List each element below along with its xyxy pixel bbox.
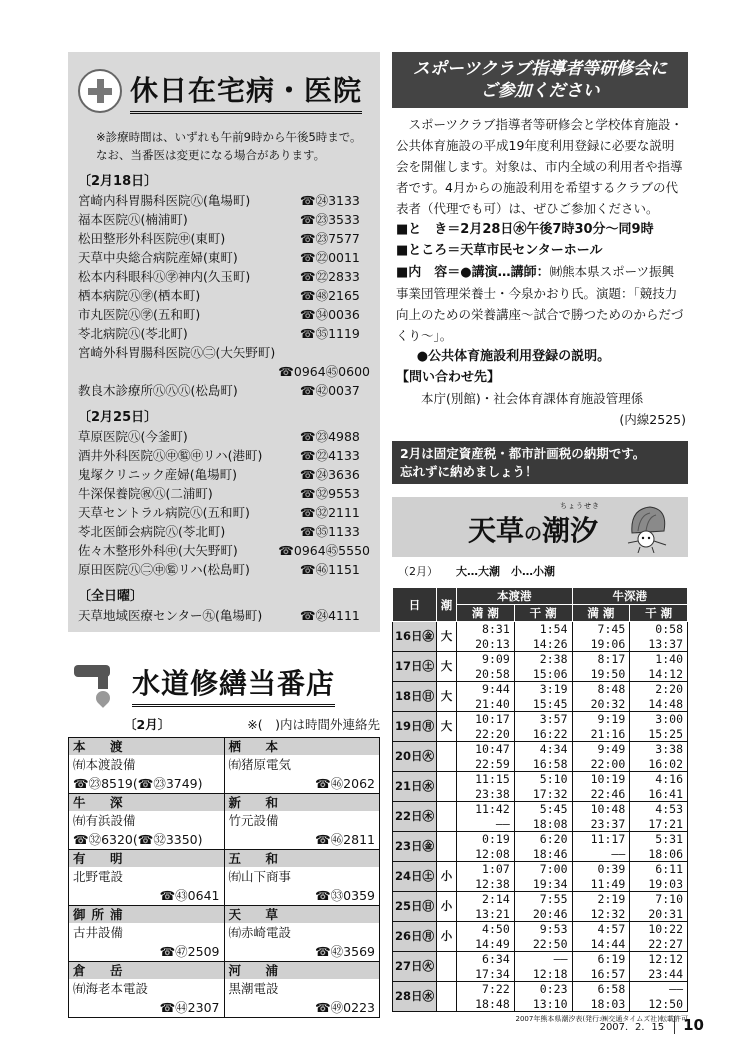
clinic-row — [78, 560, 370, 579]
tide-time: 14:26 — [514, 637, 572, 652]
tide-time: 0:19 — [457, 832, 515, 847]
tide-time: 13:21 — [457, 907, 515, 922]
clinic-phone: ☎㉜2111 — [300, 505, 360, 520]
tide-time: 17:32 — [514, 787, 572, 802]
business-cell — [69, 811, 225, 850]
holiday-clinics-panel — [68, 52, 380, 632]
tide-row — [393, 832, 688, 847]
tide-day: 23日㊎ — [393, 832, 437, 862]
clinic-row — [78, 286, 370, 305]
tide-size — [437, 802, 457, 832]
tide-time: 10:22 — [630, 922, 688, 937]
tide-time: 18:03 — [572, 997, 630, 1012]
tide-size — [437, 982, 457, 1012]
tide-title: 天草の潮汐 — [468, 514, 599, 547]
tide-time: 5:10 — [514, 772, 572, 787]
clinic-name: 教良木診療所㊇㊇㊇(松島町) — [78, 383, 238, 398]
clinic-row — [78, 606, 370, 625]
tide-time: 19:34 — [514, 877, 572, 892]
clinic-phone: ☎㉔3133 — [300, 193, 360, 208]
clinic-phone: ☎㉒2833 — [300, 269, 360, 284]
water-header — [68, 657, 380, 707]
sports-content-2: ●公共体育施設利用登録の説明。 — [416, 349, 611, 364]
area-name: 新 和 — [224, 794, 380, 812]
business-phone: ☎㉝0359 — [315, 888, 375, 903]
tide-time: 4:34 — [514, 742, 572, 757]
tide-time: 11:15 — [457, 772, 515, 787]
clinic-name: 天草地域医療センター㊈(亀場町) — [78, 608, 263, 623]
water-month: 〔2月〕 — [124, 717, 171, 732]
business-name: 黒潮電設 — [228, 981, 279, 996]
tide-col-day: 日 — [393, 588, 437, 622]
tide-time: 1:40 — [630, 652, 688, 667]
tide-row — [393, 952, 688, 967]
clinics-title: 休日在宅病・医院 — [130, 69, 362, 114]
area-row — [69, 850, 380, 868]
tide-time: 19:06 — [572, 637, 630, 652]
tide-time: 18:08 — [514, 817, 572, 832]
tide-time: 22:20 — [457, 727, 515, 742]
tide-time: 22:50 — [514, 937, 572, 952]
tide-size — [437, 832, 457, 862]
tide-row — [393, 922, 688, 937]
tide-time: 14:12 — [630, 667, 688, 682]
tide-time: —— — [572, 847, 630, 862]
tide-time: 3:00 — [630, 712, 688, 727]
tide-time: 17:34 — [457, 967, 515, 982]
tide-size: 大 — [437, 682, 457, 712]
tide-size: 大 — [437, 652, 457, 682]
business-name: ㈲本渡設備 — [73, 757, 136, 772]
tide-day: 17日㊏ — [393, 652, 437, 682]
clinic-sections — [78, 170, 370, 625]
area-name: 有 明 — [69, 850, 225, 868]
area-row — [69, 738, 380, 756]
tide-day: 27日㊋ — [393, 952, 437, 982]
business-name: 竹元設備 — [228, 813, 279, 828]
tide-row — [393, 772, 688, 787]
clinic-row — [78, 324, 370, 343]
tide-row — [393, 742, 688, 757]
tide-time: 20:46 — [514, 907, 572, 922]
tide-size — [437, 772, 457, 802]
tide-time: 9:49 — [572, 742, 630, 757]
tide-time: 2:38 — [514, 652, 572, 667]
business-cell — [224, 923, 380, 962]
tide-day: 22日㊍ — [393, 802, 437, 832]
water-repair-panel — [68, 657, 380, 1015]
clinic-row — [78, 503, 370, 522]
clinic-row — [78, 427, 370, 446]
business-name: 古井設備 — [73, 925, 124, 940]
tide-ruby: ちょうせき — [560, 502, 600, 510]
clinic-row — [78, 191, 370, 210]
clinic-row — [78, 446, 370, 465]
clinic-phone: ☎㉓4988 — [300, 429, 360, 444]
business-phone: ☎㊾0223 — [315, 1000, 375, 1015]
clinic-phone: ☎㊷0037 — [300, 383, 360, 398]
water-repair-table — [68, 737, 380, 1018]
clinic-name: 佐々木整形外科㊥(大矢野町) — [78, 543, 238, 558]
clinic-phone: ☎㉔3636 — [300, 467, 360, 482]
tide-time: 6:20 — [514, 832, 572, 847]
clinic-phone: ☎㉒4133 — [300, 448, 360, 463]
page-footer — [600, 1016, 704, 1034]
tide-time: 7:00 — [514, 862, 572, 877]
business-cell — [69, 867, 225, 906]
tide-time: 22:59 — [457, 757, 515, 772]
business-name: ㈲猪原電気 — [228, 757, 292, 772]
clinic-name: 市丸医院㊇㊫(五和町) — [78, 307, 201, 322]
business-cell — [69, 979, 225, 1018]
clinic-name: 草原医院㊇(今釜町) — [78, 429, 188, 444]
tide-time: 22:27 — [630, 937, 688, 952]
business-phone: ☎㊼2509 — [159, 944, 220, 959]
tide-time: 23:38 — [457, 787, 515, 802]
tide-time: 13:37 — [630, 637, 688, 652]
clinic-name: 天草中央総合病院産婦(東町) — [78, 250, 238, 265]
tide-time: 1:07 — [457, 862, 515, 877]
tide-time: 7:10 — [630, 892, 688, 907]
clinics-note: ※診療時間は、いずれも午前9時から午後5時まで。 なお、当番医は変更になる場合があります。 — [96, 130, 362, 162]
business-name: ㈲有浜設備 — [73, 813, 136, 828]
sports-club-notice — [392, 52, 688, 427]
tide-time: 9:19 — [572, 712, 630, 727]
clinic-name: 原田医院㊇㊁㊥㊬リハ(松島町) — [78, 562, 250, 577]
tide-row — [393, 892, 688, 907]
clinic-phone: ☎㉜9553 — [300, 486, 360, 501]
tide-time: 5:31 — [630, 832, 688, 847]
tide-time: 12:50 — [630, 997, 688, 1012]
business-phone: ☎㉓8519(☎㉓3749) — [73, 776, 203, 791]
business-row — [69, 755, 380, 794]
tide-time: 9:53 — [514, 922, 572, 937]
tide-row — [393, 682, 688, 697]
business-row — [69, 811, 380, 850]
tide-time: 12:08 — [457, 847, 515, 862]
business-cell — [224, 979, 380, 1018]
tide-time: 6:11 — [630, 862, 688, 877]
tide-time: 11:17 — [572, 832, 630, 847]
tide-day: 19日㊊ — [393, 712, 437, 742]
tide-time: 0:23 — [514, 982, 572, 997]
tide-time: 19:50 — [572, 667, 630, 682]
clinic-name: 天草セントラル病院㊇(五和町) — [78, 505, 250, 520]
clinic-phone: ☎㉓3533 — [300, 212, 360, 227]
tide-time: 12:12 — [630, 952, 688, 967]
issue-date: 2007．2．15 — [599, 1021, 665, 1033]
tide-time: 3:38 — [630, 742, 688, 757]
clinic-row — [78, 305, 370, 324]
tide-time: 18:46 — [514, 847, 572, 862]
tide-row — [393, 652, 688, 667]
tide-time: 6:34 — [457, 952, 515, 967]
sports-intro: スポーツクラブ指導者等研修会と学校体育施設・公共体育施設の平成19年度利用登録に必要な説明会を開催します。対象は、市内全域の利用者や指導者です。4月からの施設利用を希望するクラブの代表者（代理でも可）は、ぜひご参加ください。 — [396, 117, 683, 216]
tide-time: 8:17 — [572, 652, 630, 667]
tide-time: 15:06 — [514, 667, 572, 682]
clinic-name: 松本内科眼科㊇㊫神内(久玉町) — [78, 269, 251, 284]
clinic-phone: ☎0964㊺5550 — [278, 543, 370, 558]
tide-time: 16:58 — [514, 757, 572, 772]
tide-size — [437, 742, 457, 772]
clinic-phone: ☎0964㊺0600 — [278, 364, 370, 379]
clinic-phone: ☎㉒0011 — [300, 250, 360, 265]
clinic-phone: ☎㉔4111 — [300, 608, 360, 623]
tide-time: 19:03 — [630, 877, 688, 892]
tide-time: 20:58 — [457, 667, 515, 682]
clinic-name: 福本医院㊇(楠浦町) — [78, 212, 188, 227]
tide-time: 18:48 — [457, 997, 515, 1012]
tide-time: 23:37 — [572, 817, 630, 832]
tide-day: 18日㊐ — [393, 682, 437, 712]
tide-time: 16:22 — [514, 727, 572, 742]
medical-cross-icon — [78, 69, 122, 113]
tide-row — [393, 862, 688, 877]
tide-port-hondo: 本渡港 — [457, 588, 573, 605]
business-name: ㈲赤崎電設 — [228, 925, 292, 940]
sports-content: ■内 容＝●講演…講師：㈶熊本県スポーツ振興事業団管理栄養士・今泉かおり氏。演題：「競技力向上のための栄養講座〜試合で勝つためのからだづくり〜」。 — [396, 264, 684, 343]
clinic-name: 松田整形外科医院㊥(東町) — [78, 231, 226, 246]
tide-time: 15:25 — [630, 727, 688, 742]
tide-time: 4:53 — [630, 802, 688, 817]
tax-notice: 2月は固定資産税・都市計画税の納期です。 忘れずに納めましょう！ — [392, 441, 688, 484]
tide-legend: （2月） 大…大潮 小…小潮 — [398, 565, 555, 578]
tide-time: 13:10 — [514, 997, 572, 1012]
tide-time: —— — [630, 982, 688, 997]
business-phone: ☎㊻2062 — [315, 776, 375, 791]
clinic-phone: ☎㊻1151 — [300, 562, 360, 577]
clinic-name: 栖本病院㊇㊫(栖本町) — [78, 288, 201, 303]
tide-time: 3:19 — [514, 682, 572, 697]
tide-time: 22:46 — [572, 787, 630, 802]
tide-day: 21日㊌ — [393, 772, 437, 802]
tide-time: 5:45 — [514, 802, 572, 817]
business-row — [69, 867, 380, 906]
area-name: 河 浦 — [224, 962, 380, 980]
area-name: 五 和 — [224, 850, 380, 868]
tide-day: 25日㊐ — [393, 892, 437, 922]
tide-time: 4:50 — [457, 922, 515, 937]
business-name: ㈲山下商事 — [228, 869, 292, 884]
tide-time: 8:48 — [572, 682, 630, 697]
tide-header — [392, 497, 688, 557]
business-row — [69, 979, 380, 1018]
tide-time: 21:40 — [457, 697, 515, 712]
clinic-name: 鬼塚クリニック産婦(亀場町) — [78, 467, 238, 482]
sports-body — [392, 108, 688, 430]
tide-time: 11:42 — [457, 802, 515, 817]
clinic-row — [78, 381, 370, 400]
tide-time: 12:38 — [457, 877, 515, 892]
water-note: ※( )内は時間外連絡先 — [247, 717, 380, 732]
tide-time: 6:58 — [572, 982, 630, 997]
area-name: 牛 深 — [69, 794, 225, 812]
tide-time: 6:19 — [572, 952, 630, 967]
area-name: 栖 本 — [224, 738, 380, 756]
tide-time: 14:49 — [457, 937, 515, 952]
tide-day: 20日㊋ — [393, 742, 437, 772]
tide-size: 小 — [437, 922, 457, 952]
business-cell — [69, 923, 225, 962]
tide-row — [393, 712, 688, 727]
tide-high-header: 満 潮 — [572, 605, 630, 622]
tide-size: 小 — [437, 892, 457, 922]
tide-size: 大 — [437, 712, 457, 742]
clinic-phone: ☎㉞0036 — [300, 307, 360, 322]
tide-credit: 2007年熊本県潮汐表(発行:㈱交通タイムズ社)転載許可 — [515, 1015, 688, 1023]
tide-time: —— — [457, 817, 515, 832]
page-number: 10 — [674, 1016, 704, 1034]
clinic-phone: ☎㊽2165 — [300, 288, 360, 303]
clinic-phone: ☎㉓7577 — [300, 231, 360, 246]
area-name: 倉 岳 — [69, 962, 225, 980]
tide-time: 20:13 — [457, 637, 515, 652]
area-name: 御所浦 — [69, 906, 225, 924]
business-row — [69, 923, 380, 962]
business-cell — [224, 867, 380, 906]
tide-time: 7:22 — [457, 982, 515, 997]
clinic-phone: ☎㉟1133 — [300, 524, 360, 539]
tide-time: 10:47 — [457, 742, 515, 757]
tide-time: 2:19 — [572, 892, 630, 907]
clinic-row — [78, 522, 370, 541]
business-cell — [224, 811, 380, 850]
clinic-row — [78, 343, 370, 381]
business-phone: ☎㊷3569 — [315, 944, 375, 959]
clinic-row — [78, 484, 370, 503]
tide-time: 0:58 — [630, 622, 688, 637]
tide-time: 21:16 — [572, 727, 630, 742]
clinic-row — [78, 229, 370, 248]
area-name: 本 渡 — [69, 738, 225, 756]
area-row — [69, 962, 380, 980]
tide-time: 2:14 — [457, 892, 515, 907]
tide-time: 9:44 — [457, 682, 515, 697]
tide-time: 16:57 — [572, 967, 630, 982]
tide-port-ushibuka: 牛深港 — [572, 588, 688, 605]
business-cell — [69, 755, 225, 794]
shellfish-mascot-icon — [624, 503, 670, 553]
business-phone: ☎㊸0641 — [159, 888, 220, 903]
area-row — [69, 906, 380, 924]
tide-row — [393, 982, 688, 997]
tide-time: 10:17 — [457, 712, 515, 727]
tide-panel — [392, 497, 688, 1023]
tide-row — [393, 802, 688, 817]
tide-time: 20:32 — [572, 697, 630, 712]
tide-col-size: 潮 — [437, 588, 457, 622]
tide-time: 7:45 — [572, 622, 630, 637]
sports-contact-1: 本庁(別館)・社会体育課体育施設管理係 — [421, 391, 644, 406]
clinic-date-heading: 〔2月18日〕 — [78, 174, 158, 189]
clinic-row — [78, 465, 370, 484]
tide-time: 10:48 — [572, 802, 630, 817]
clinic-name: 酒井外科医院㊇㊥㊬㊥リハ(港町) — [78, 448, 263, 463]
sports-where: ■ところ＝天草市民センターホール — [396, 243, 603, 258]
clinics-header — [78, 62, 370, 120]
tide-time: 10:19 — [572, 772, 630, 787]
tide-time: 16:41 — [630, 787, 688, 802]
tide-time: 16:02 — [630, 757, 688, 772]
tide-time: 3:57 — [514, 712, 572, 727]
business-name: 北野電設 — [73, 869, 124, 884]
clinic-row — [78, 267, 370, 286]
tide-day: 16日㊎ — [393, 622, 437, 652]
tide-time: 4:57 — [572, 922, 630, 937]
business-phone: ☎㉜6320(☎㉜3350) — [73, 832, 203, 847]
tide-time: 18:06 — [630, 847, 688, 862]
tide-time: 17:21 — [630, 817, 688, 832]
tide-time: 22:00 — [572, 757, 630, 772]
tide-table — [392, 587, 688, 1012]
clinic-name: 苓北医師会病院㊇(苓北町) — [78, 524, 226, 539]
clinic-name: 牛深保養院㊗㊇(二浦町) — [78, 486, 213, 501]
tide-size — [437, 952, 457, 982]
tide-low-header: 干 潮 — [630, 605, 688, 622]
tide-time: 4:16 — [630, 772, 688, 787]
water-subheader — [68, 715, 380, 733]
tide-low-header: 干 潮 — [514, 605, 572, 622]
water-title: 水道修繕当番店 — [132, 662, 335, 707]
tide-time: 14:44 — [572, 937, 630, 952]
business-cell — [224, 755, 380, 794]
tide-time: 7:55 — [514, 892, 572, 907]
faucet-icon — [68, 657, 126, 707]
tide-time: 0:39 — [572, 862, 630, 877]
tide-day: 24日㊏ — [393, 862, 437, 892]
clinic-date-heading: 〔2月25日〕 — [78, 410, 158, 425]
tide-high-header: 満 潮 — [457, 605, 515, 622]
clinic-name: 宮崎内科胃腸科医院㊇(亀場町) — [78, 193, 251, 208]
tide-time: 11:49 — [572, 877, 630, 892]
tide-size: 大 — [437, 622, 457, 652]
clinic-phone: ☎㉟1119 — [300, 326, 360, 341]
sports-when: ■と き＝2月28日㊌午後7時30分〜同9時 — [396, 222, 654, 237]
tide-time: 15:45 — [514, 697, 572, 712]
tide-row — [393, 622, 688, 637]
tide-time: 14:48 — [630, 697, 688, 712]
clinic-row — [78, 248, 370, 267]
sports-banner: スポーツクラブ指導者等研修会に ご参加ください — [392, 52, 688, 108]
tide-time: 23:44 — [630, 967, 688, 982]
clinic-row — [78, 210, 370, 229]
tide-time: 2:20 — [630, 682, 688, 697]
business-phone: ☎㊹2307 — [159, 1000, 220, 1015]
tide-time: 12:32 — [572, 907, 630, 922]
tide-size: 小 — [437, 862, 457, 892]
clinic-date-heading: 〔全日曜〕 — [78, 589, 144, 604]
tide-time: —— — [514, 952, 572, 967]
tide-time: 12:18 — [514, 967, 572, 982]
area-row — [69, 794, 380, 812]
clinic-name: 宮崎外科胃腸科医院㊇㊁(大矢野町) — [78, 345, 276, 360]
business-name: ㈲海老本電設 — [73, 981, 149, 996]
sports-contact-2: (内線2525) — [619, 412, 686, 427]
tide-time: 9:09 — [457, 652, 515, 667]
tide-day: 26日㊊ — [393, 922, 437, 952]
sports-contact-label: 【問い合わせ先】 — [396, 370, 501, 385]
clinic-name: 苓北病院㊇(苓北町) — [78, 326, 188, 341]
tide-day: 28日㊌ — [393, 982, 437, 1012]
tide-time: 20:31 — [630, 907, 688, 922]
clinic-row — [78, 541, 370, 560]
business-phone: ☎㊻2811 — [315, 832, 375, 847]
tide-time: 8:31 — [457, 622, 515, 637]
tide-time: 1:54 — [514, 622, 572, 637]
area-name: 天 草 — [224, 906, 380, 924]
